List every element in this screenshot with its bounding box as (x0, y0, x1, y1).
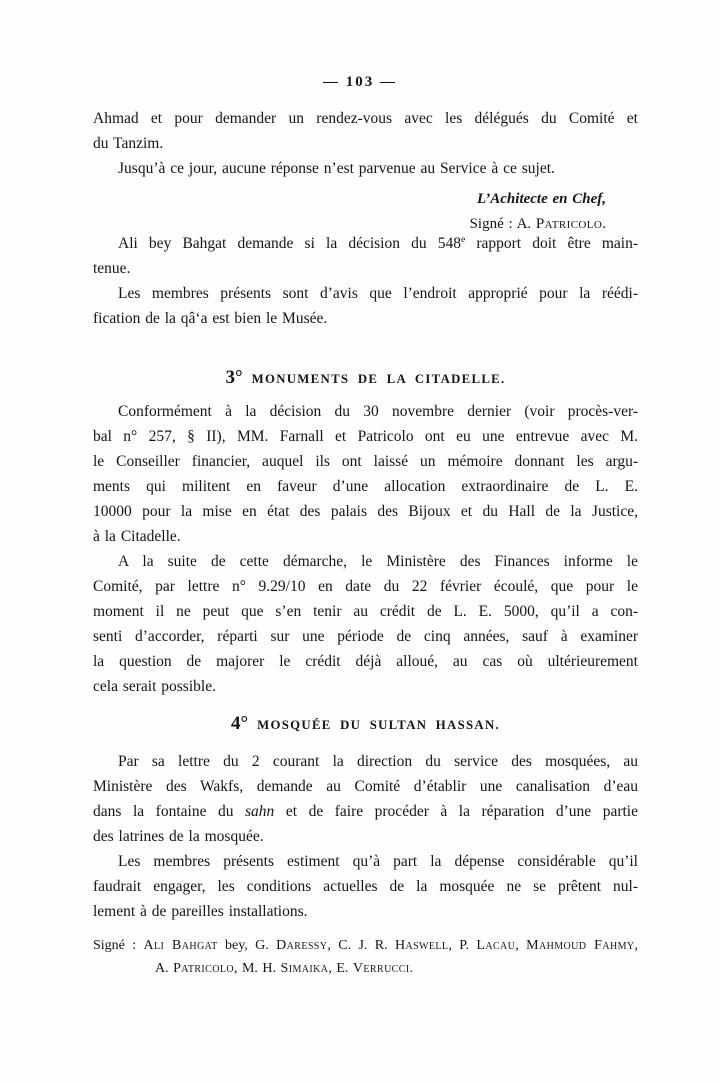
text-line (93, 624, 638, 649)
text-run: Par sa lettre du 2 courant la direction du service des mosquées, au (118, 753, 638, 770)
page-body (93, 106, 638, 980)
text-run: . (409, 961, 414, 976)
text-line (93, 574, 638, 599)
text-run: Comité, par lettre n° 9.29/10 en date du 22 février écoulé, que pour le (93, 578, 638, 595)
text-run: ments qui militent en faveur d’une allocation extraordinaire de L. E. (93, 478, 638, 495)
text-line (93, 899, 638, 924)
text-line (93, 187, 606, 212)
text-run: Ali Bahgat (143, 938, 218, 953)
paragraph (93, 281, 638, 331)
text-run: Signé : (93, 938, 144, 953)
text-line (93, 824, 638, 849)
text-run: sahn (245, 803, 275, 820)
text-run: moment il ne peut que s’en tenir au crédit de L. E. 5000, qu’il a con- (93, 603, 638, 620)
text-line (93, 957, 638, 980)
text-run: , P. (448, 938, 477, 953)
text-run: Patricolo (535, 216, 603, 232)
text-run: Les membres présents sont d’avis que l’endroit approprié pour la réédi- (118, 285, 638, 302)
text-run: A. (155, 961, 174, 976)
text-line (93, 256, 638, 281)
text-run: Les membres présents estiment qu’à part la dépense considérable qu’il (118, 853, 638, 870)
text-line (93, 649, 638, 674)
paragraph (93, 549, 638, 699)
text-line (93, 106, 638, 131)
text-run: L’Achitecte en Chef, (476, 191, 606, 207)
text-run: Signé : A. (469, 216, 536, 232)
text-line (93, 549, 638, 574)
text-run: Jusqu’à ce jour, aucune réponse n’est parvenue au Service à ce sujet. (118, 160, 555, 177)
text-line (93, 749, 638, 774)
text-line (93, 399, 638, 424)
paragraph (93, 156, 638, 181)
paragraph (93, 849, 638, 924)
section-number: 3° (225, 367, 243, 388)
text-run: Verrucci (352, 961, 410, 976)
text-run: bey, G. (217, 938, 277, 953)
text-run: cela serait possible. (93, 678, 216, 695)
text-run: Conformément à la décision du 30 novembre dernier (voir procès-ver- (118, 403, 638, 420)
text-run: faudrait engager, les conditions actuelles de la mosquée ne se prêtent nul- (93, 878, 638, 895)
paragraph (93, 749, 638, 849)
text-line (93, 306, 638, 331)
text-run: le Conseiller financier, auquel ils ont laissé un mémoire donnant les argu- (93, 453, 638, 470)
text-line (93, 499, 638, 524)
signatories-block (93, 934, 638, 980)
text-run: tenue. (93, 260, 131, 277)
text-run: Ministère des Wakfs, demande au Comité d’établir une canalisation d’eau (93, 778, 638, 795)
page-number: — 103 — (323, 74, 397, 90)
text-run: bal n° 257, § II), MM. Farnall et Patricolo ont eu une entrevue avec M. (93, 428, 638, 445)
text-line (93, 674, 638, 699)
section-number: 4° (230, 713, 249, 734)
text-run: , C. J. R. (327, 938, 395, 953)
text-run: 10000 pour la mise en état des palais des Bijoux et du Hall de la Justice, (93, 503, 638, 520)
text-run: du Tanzim. (93, 135, 164, 152)
section-heading (93, 365, 638, 391)
text-run: Ahmad et pour demander un rendez-vous avec les délégués du Comité et (93, 110, 638, 127)
text-run: Haswell (394, 938, 449, 953)
text-line (93, 934, 638, 957)
text-line (93, 799, 638, 824)
paragraph (93, 106, 638, 156)
text-line (93, 599, 638, 624)
text-line (93, 849, 638, 874)
text-run: Daressy (276, 938, 328, 953)
text-run: , (634, 938, 638, 953)
text-run: fication de la qâ‘a est bien le Musée. (93, 310, 328, 327)
text-run: la question de majorer le crédit déjà alloué, au cas où ultérieurement (93, 653, 638, 670)
text-line (93, 874, 638, 899)
text-run: e (461, 235, 466, 245)
paragraph (93, 399, 638, 549)
text-run: , M. H. (233, 961, 281, 976)
text-line (93, 231, 638, 256)
text-line (93, 474, 638, 499)
text-line (93, 281, 638, 306)
text-line (93, 774, 638, 799)
section-title: MOSQUÉE DU SULTAN HASSAN. (257, 718, 500, 732)
text-run: Patricolo (173, 961, 234, 976)
text-run: senti d’accorder, réparti sur une période de cinq années, sauf à examiner (93, 628, 638, 645)
text-line (93, 131, 638, 156)
section-title: MONUMENTS DE LA CITADELLE. (251, 372, 506, 386)
text-run: à la Citadelle. (93, 528, 181, 545)
text-run: et de faire procéder à la réparation d’une partie (274, 803, 638, 820)
text-run: . (602, 216, 606, 232)
text-line (93, 524, 638, 549)
text-line (93, 449, 638, 474)
text-run: dans la fontaine du (93, 803, 246, 820)
text-run: Mahmoud Fahmy (526, 938, 635, 953)
architect-signature-block (93, 187, 606, 237)
text-run: lement à de pareilles installations. (93, 903, 308, 920)
text-run: , E. (328, 961, 353, 976)
text-run: , (515, 938, 527, 953)
text-run: Ali bey Bahgat demande si la décision du 548 (118, 235, 461, 252)
text-run: A la suite de cette démarche, le Ministère des Finances informe le (118, 553, 638, 570)
text-line (93, 156, 638, 181)
text-run: rapport doit être main- (465, 235, 638, 252)
text-line (93, 424, 638, 449)
paragraph (93, 231, 638, 281)
text-run: Simaika (280, 961, 329, 976)
text-run: Lacau (476, 938, 516, 953)
text-run: des latrines de la mosquée. (93, 828, 264, 845)
section-heading (93, 711, 638, 737)
